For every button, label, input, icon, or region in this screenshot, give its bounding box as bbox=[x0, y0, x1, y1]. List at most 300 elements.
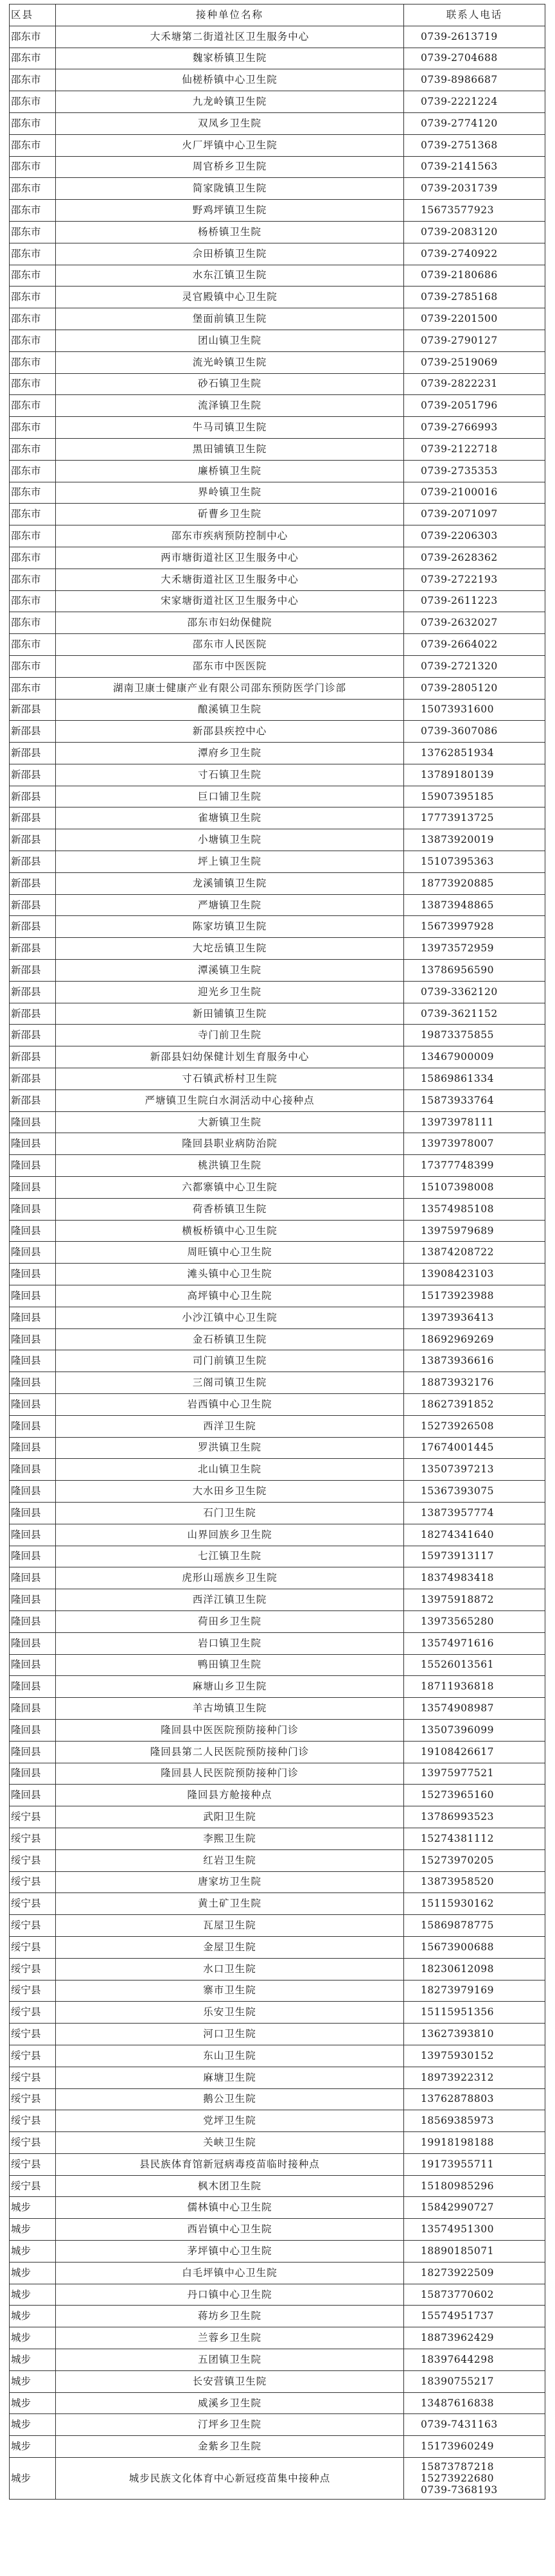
site-name-cell: 西岩镇中心卫生院 bbox=[56, 2219, 404, 2241]
phone-cell: 18773920885 bbox=[404, 872, 545, 894]
site-name-cell: 邵东市中医医院 bbox=[56, 655, 404, 677]
site-name-cell: 儒林镇中心卫生院 bbox=[56, 2197, 404, 2219]
county-cell: 隆回县 bbox=[10, 1372, 56, 1394]
table-row bbox=[10, 1806, 545, 1828]
table-row bbox=[10, 2045, 545, 2067]
site-name-cell: 灵官殿镇中心卫生院 bbox=[56, 287, 404, 308]
site-name-cell: 严塘镇卫生院 bbox=[56, 894, 404, 916]
site-name-cell: 寸石镇武桥村卫生院 bbox=[56, 1068, 404, 1090]
site-name-cell: 唐家坊卫生院 bbox=[56, 1871, 404, 1893]
phone-cell: 18230612098 bbox=[404, 1958, 545, 1980]
table-row bbox=[10, 2327, 545, 2349]
phone-cell: 18627391852 bbox=[404, 1394, 545, 1416]
county-cell: 隆回县 bbox=[10, 1632, 56, 1654]
table-row bbox=[10, 351, 545, 373]
table-row bbox=[10, 655, 545, 677]
phone-cell: 15073931600 bbox=[404, 699, 545, 721]
site-name-cell: 邵东市疾病预防控制中心 bbox=[56, 525, 404, 547]
table-row bbox=[10, 2110, 545, 2132]
phone-cell: 13873920019 bbox=[404, 829, 545, 851]
site-name-cell: 麻塘卫生院 bbox=[56, 2067, 404, 2088]
county-cell: 城步 bbox=[10, 2284, 56, 2306]
phone-cell: 15173923988 bbox=[404, 1285, 545, 1307]
phone-cell: 0739-2721320 bbox=[404, 655, 545, 677]
site-name-cell: 河口卫生院 bbox=[56, 2024, 404, 2045]
county-cell: 新邵县 bbox=[10, 699, 56, 721]
site-name-cell: 城步民族文化体育中心新冠疫苗集中接种点 bbox=[56, 2458, 404, 2500]
site-name-cell: 斫曹乡卫生院 bbox=[56, 504, 404, 525]
site-name-cell: 杨桥镇卫生院 bbox=[56, 221, 404, 243]
county-cell: 新邵县 bbox=[10, 1003, 56, 1025]
phone-cell: 15115930162 bbox=[404, 1893, 545, 1915]
county-cell: 邵东市 bbox=[10, 91, 56, 113]
site-name-cell: 荷香桥镇卫生院 bbox=[56, 1198, 404, 1220]
county-cell: 隆回县 bbox=[10, 1481, 56, 1503]
table-row bbox=[10, 699, 545, 721]
table-row bbox=[10, 112, 545, 134]
county-cell: 新邵县 bbox=[10, 960, 56, 982]
table-row bbox=[10, 569, 545, 590]
table-row bbox=[10, 178, 545, 200]
site-name-cell: 高坪镇中心卫生院 bbox=[56, 1285, 404, 1307]
site-name-cell: 廉桥镇卫生院 bbox=[56, 460, 404, 482]
site-name-cell: 兰蓉乡卫生院 bbox=[56, 2327, 404, 2349]
site-name-cell: 双凤乡卫生院 bbox=[56, 112, 404, 134]
table-row bbox=[10, 1915, 545, 1937]
site-name-cell: 团山镇卫生院 bbox=[56, 330, 404, 351]
county-cell: 隆回县 bbox=[10, 1264, 56, 1285]
phone-cell: 18890185071 bbox=[404, 2241, 545, 2263]
phone-cell: 15907395185 bbox=[404, 786, 545, 807]
table-row bbox=[10, 981, 545, 1003]
county-cell: 邵东市 bbox=[10, 26, 56, 48]
table-row bbox=[10, 2067, 545, 2088]
table-row bbox=[10, 417, 545, 439]
phone-cell: 0739-2740922 bbox=[404, 243, 545, 265]
phone-cell: 18973922312 bbox=[404, 2067, 545, 2088]
site-name-cell: 水东江镇卫生院 bbox=[56, 265, 404, 287]
phone-cell bbox=[404, 2458, 545, 2500]
county-cell: 新邵县 bbox=[10, 894, 56, 916]
table-row bbox=[10, 872, 545, 894]
county-cell: 邵东市 bbox=[10, 438, 56, 460]
county-cell: 邵东市 bbox=[10, 112, 56, 134]
table-row bbox=[10, 1307, 545, 1328]
county-cell: 城步 bbox=[10, 2370, 56, 2392]
table-row bbox=[10, 1893, 545, 1915]
table-row bbox=[10, 2197, 545, 2219]
site-name-cell: 六都寨镇中心卫生院 bbox=[56, 1177, 404, 1199]
table-row bbox=[10, 1220, 545, 1242]
site-name-cell: 九龙岭镇卫生院 bbox=[56, 91, 404, 113]
phone-cell: 15274381112 bbox=[404, 1828, 545, 1849]
county-cell: 邵东市 bbox=[10, 243, 56, 265]
header-row bbox=[10, 4, 545, 26]
county-cell: 邵东市 bbox=[10, 677, 56, 699]
county-cell: 绥宁县 bbox=[10, 2067, 56, 2088]
phone-cell: 18569385973 bbox=[404, 2110, 545, 2132]
county-cell: 新邵县 bbox=[10, 764, 56, 786]
table-row bbox=[10, 2262, 545, 2284]
phone-cell: 13873948865 bbox=[404, 894, 545, 916]
phone-cell: 15673900688 bbox=[404, 1936, 545, 1958]
site-name-cell: 隆回县中医医院预防接种门诊 bbox=[56, 1719, 404, 1741]
table-row bbox=[10, 916, 545, 938]
table-row bbox=[10, 525, 545, 547]
table-row bbox=[10, 547, 545, 569]
table-row bbox=[10, 1437, 545, 1459]
county-cell: 隆回县 bbox=[10, 1415, 56, 1437]
site-name-cell: 司门前镇卫生院 bbox=[56, 1350, 404, 1372]
table-row bbox=[10, 1828, 545, 1849]
table-row bbox=[10, 2349, 545, 2371]
table-row bbox=[10, 1741, 545, 1763]
table-row bbox=[10, 1567, 545, 1589]
site-name-cell: 虎形山瑶族乡卫生院 bbox=[56, 1567, 404, 1589]
county-cell: 城步 bbox=[10, 2219, 56, 2241]
table-row bbox=[10, 2414, 545, 2436]
county-cell: 绥宁县 bbox=[10, 1958, 56, 1980]
phone-cell: 17773913725 bbox=[404, 807, 545, 829]
site-name-cell: 长安营镇卫生院 bbox=[56, 2370, 404, 2392]
table-row bbox=[10, 1785, 545, 1806]
county-cell: 隆回县 bbox=[10, 1133, 56, 1155]
phone-cell: 0739-2221224 bbox=[404, 91, 545, 113]
county-cell: 绥宁县 bbox=[10, 1980, 56, 2002]
phone-cell: 0739-2051796 bbox=[404, 395, 545, 417]
table-row bbox=[10, 221, 545, 243]
county-cell: 邵东市 bbox=[10, 525, 56, 547]
site-name-cell: 流光岭镇卫生院 bbox=[56, 351, 404, 373]
phone-cell: 13789180139 bbox=[404, 764, 545, 786]
county-cell: 新邵县 bbox=[10, 872, 56, 894]
site-name-cell: 大坨岳镇卫生院 bbox=[56, 938, 404, 960]
phone-number: 15873787218 bbox=[421, 2461, 494, 2473]
site-name-cell: 金紫乡卫生院 bbox=[56, 2436, 404, 2458]
table-row bbox=[10, 1025, 545, 1046]
site-name-cell: 火厂坪镇中心卫生院 bbox=[56, 134, 404, 156]
county-cell: 城步 bbox=[10, 2392, 56, 2414]
phone-cell: 0739-2774120 bbox=[404, 112, 545, 134]
county-cell: 邵东市 bbox=[10, 373, 56, 395]
county-cell: 隆回县 bbox=[10, 1676, 56, 1698]
phone-cell: 0739-2611223 bbox=[404, 590, 545, 612]
county-cell: 隆回县 bbox=[10, 1524, 56, 1546]
phone-cell: 0739-3607086 bbox=[404, 721, 545, 743]
county-cell: 隆回县 bbox=[10, 1198, 56, 1220]
phone-cell: 0739-2071097 bbox=[404, 504, 545, 525]
county-cell: 城步 bbox=[10, 2327, 56, 2349]
table-row bbox=[10, 2024, 545, 2045]
table-row bbox=[10, 26, 545, 48]
county-cell: 绥宁县 bbox=[10, 1936, 56, 1958]
table-row bbox=[10, 91, 545, 113]
site-name-cell: 迎光乡卫生院 bbox=[56, 981, 404, 1003]
site-name-cell: 仙槎桥镇中心卫生院 bbox=[56, 69, 404, 91]
phone-cell: 0739-3621152 bbox=[404, 1003, 545, 1025]
table-row bbox=[10, 460, 545, 482]
site-name-cell: 红岩卫生院 bbox=[56, 1849, 404, 1871]
phone-cell: 0739-2083120 bbox=[404, 221, 545, 243]
phone-cell: 15574951737 bbox=[404, 2306, 545, 2327]
county-cell: 邵东市 bbox=[10, 308, 56, 330]
county-cell: 邵东市 bbox=[10, 156, 56, 178]
vaccination-sites-table bbox=[9, 4, 545, 2500]
phone-number: 0739-7368193 bbox=[421, 2484, 498, 2496]
phone-cell: 0739-2722193 bbox=[404, 569, 545, 590]
county-cell: 新邵县 bbox=[10, 743, 56, 764]
table-row bbox=[10, 1632, 545, 1654]
site-name-cell: 巨口铺卫生院 bbox=[56, 786, 404, 807]
phone-cell: 15367393075 bbox=[404, 1481, 545, 1503]
county-cell: 新邵县 bbox=[10, 1046, 56, 1068]
table-row bbox=[10, 2002, 545, 2024]
phone-cell: 13627393810 bbox=[404, 2024, 545, 2045]
phone-cell: 19108426617 bbox=[404, 1741, 545, 1763]
site-name-cell: 鹅公卫生院 bbox=[56, 2088, 404, 2110]
table-row bbox=[10, 1155, 545, 1177]
site-name-cell: 坪上镇卫生院 bbox=[56, 851, 404, 873]
phone-cell: 15173960249 bbox=[404, 2436, 545, 2458]
phone-cell: 15973913117 bbox=[404, 1546, 545, 1567]
county-cell: 绥宁县 bbox=[10, 1893, 56, 1915]
phone-cell: 13973978111 bbox=[404, 1111, 545, 1133]
site-name-cell: 七江镇卫生院 bbox=[56, 1546, 404, 1567]
county-cell: 城步 bbox=[10, 2349, 56, 2371]
phone-cell: 15107395363 bbox=[404, 851, 545, 873]
site-name-cell: 三阁司镇卫生院 bbox=[56, 1372, 404, 1394]
county-cell: 城步 bbox=[10, 2458, 56, 2500]
site-name-cell: 大水田乡卫生院 bbox=[56, 1481, 404, 1503]
table-row bbox=[10, 1763, 545, 1785]
phone-cell: 19873375855 bbox=[404, 1025, 545, 1046]
phone-cell: 18711936818 bbox=[404, 1676, 545, 1698]
site-name-cell: 简家陇镇卫生院 bbox=[56, 178, 404, 200]
site-name-cell: 邵东市人民医院 bbox=[56, 634, 404, 656]
county-cell: 隆回县 bbox=[10, 1220, 56, 1242]
phone-cell: 15869878775 bbox=[404, 1915, 545, 1937]
site-name-cell: 砂石镇卫生院 bbox=[56, 373, 404, 395]
county-cell: 新邵县 bbox=[10, 1090, 56, 1111]
site-name-cell: 罗洪镇卫生院 bbox=[56, 1437, 404, 1459]
phone-cell: 0739-3362120 bbox=[404, 981, 545, 1003]
phone-cell: 0739-2206303 bbox=[404, 525, 545, 547]
county-cell: 邵东市 bbox=[10, 265, 56, 287]
county-cell: 绥宁县 bbox=[10, 1806, 56, 1828]
site-name-cell: 丹口镇中心卫生院 bbox=[56, 2284, 404, 2306]
phone-cell: 18273922509 bbox=[404, 2262, 545, 2284]
county-cell: 邵东市 bbox=[10, 287, 56, 308]
county-cell: 邵东市 bbox=[10, 569, 56, 590]
site-name-cell: 五团镇卫生院 bbox=[56, 2349, 404, 2371]
table-row bbox=[10, 2175, 545, 2197]
table-row bbox=[10, 1372, 545, 1394]
table-row bbox=[10, 1958, 545, 1980]
phone-cell: 13973978007 bbox=[404, 1133, 545, 1155]
site-name-cell: 黄土矿卫生院 bbox=[56, 1893, 404, 1915]
phone-cell: 0739-2766993 bbox=[404, 417, 545, 439]
phone-cell: 0739-2632027 bbox=[404, 612, 545, 634]
phone-cell: 13975930152 bbox=[404, 2045, 545, 2067]
phone-cell: 13786956590 bbox=[404, 960, 545, 982]
phone-cell: 13762878803 bbox=[404, 2088, 545, 2110]
county-cell: 新邵县 bbox=[10, 851, 56, 873]
header-county: 区县 bbox=[10, 4, 56, 26]
phone-cell: 13973565280 bbox=[404, 1610, 545, 1632]
table-row bbox=[10, 1285, 545, 1307]
phone-cell: 15842990727 bbox=[404, 2197, 545, 2219]
site-name-cell: 威溪乡卫生院 bbox=[56, 2392, 404, 2414]
county-cell: 邵东市 bbox=[10, 417, 56, 439]
county-cell: 新邵县 bbox=[10, 829, 56, 851]
table-row bbox=[10, 504, 545, 525]
site-name-cell: 界岭镇卫生院 bbox=[56, 482, 404, 504]
phone-cell: 13507396099 bbox=[404, 1719, 545, 1741]
phone-cell: 0739-2805120 bbox=[404, 677, 545, 699]
site-name-cell: 李熙卫生院 bbox=[56, 1828, 404, 1849]
phone-cell: 13574985108 bbox=[404, 1198, 545, 1220]
county-cell: 绥宁县 bbox=[10, 2002, 56, 2024]
county-cell: 隆回县 bbox=[10, 1763, 56, 1785]
table-row bbox=[10, 1046, 545, 1068]
table-row bbox=[10, 2436, 545, 2458]
site-name-cell: 宋家塘街道社区卫生服务中心 bbox=[56, 590, 404, 612]
county-cell: 隆回县 bbox=[10, 1785, 56, 1806]
phone-cell: 13975977521 bbox=[404, 1763, 545, 1785]
table-row bbox=[10, 1610, 545, 1632]
table-row bbox=[10, 721, 545, 743]
table-row bbox=[10, 2219, 545, 2241]
site-name-cell: 县民族体育馆新冠病毒疫苗临时接种点 bbox=[56, 2153, 404, 2175]
county-cell: 城步 bbox=[10, 2197, 56, 2219]
county-cell: 隆回县 bbox=[10, 1698, 56, 1720]
table-row bbox=[10, 851, 545, 873]
phone-cell: 15273970205 bbox=[404, 1849, 545, 1871]
county-cell: 新邵县 bbox=[10, 807, 56, 829]
county-cell: 隆回县 bbox=[10, 1502, 56, 1524]
phone-cell: 0739-2141563 bbox=[404, 156, 545, 178]
phone-cell: 0739-2180686 bbox=[404, 265, 545, 287]
site-name-cell: 周旺镇中心卫生院 bbox=[56, 1242, 404, 1264]
site-name-cell: 枫木团卫生院 bbox=[56, 2175, 404, 2197]
county-cell: 隆回县 bbox=[10, 1610, 56, 1632]
phone-cell: 13975918872 bbox=[404, 1589, 545, 1611]
phone-cell: 0739-2790127 bbox=[404, 330, 545, 351]
phone-cell: 18390755217 bbox=[404, 2370, 545, 2392]
county-cell: 绥宁县 bbox=[10, 2132, 56, 2154]
table-row bbox=[10, 807, 545, 829]
county-cell: 绥宁县 bbox=[10, 1828, 56, 1849]
phone-cell: 0739-2822231 bbox=[404, 373, 545, 395]
table-row bbox=[10, 1524, 545, 1546]
site-name-cell: 乐安卫生院 bbox=[56, 2002, 404, 2024]
table-row bbox=[10, 2241, 545, 2263]
phone-cell: 0739-2628362 bbox=[404, 547, 545, 569]
county-cell: 绥宁县 bbox=[10, 1915, 56, 1937]
site-name-cell: 牛马司镇卫生院 bbox=[56, 417, 404, 439]
site-name-cell: 堡面前镇卫生院 bbox=[56, 308, 404, 330]
site-name-cell: 滩头镇中心卫生院 bbox=[56, 1264, 404, 1285]
table-row bbox=[10, 134, 545, 156]
phone-cell: 0739-2664022 bbox=[404, 634, 545, 656]
phone-cell: 17377748399 bbox=[404, 1155, 545, 1177]
phone-cell: 18274341640 bbox=[404, 1524, 545, 1546]
site-name-cell: 新邵县妇幼保健计划生育服务中心 bbox=[56, 1046, 404, 1068]
site-name-cell: 水口卫生院 bbox=[56, 1958, 404, 1980]
table-row bbox=[10, 395, 545, 417]
county-cell: 邵东市 bbox=[10, 221, 56, 243]
county-cell: 城步 bbox=[10, 2262, 56, 2284]
site-name-cell: 陈家坊镇卫生院 bbox=[56, 916, 404, 938]
county-cell: 城步 bbox=[10, 2241, 56, 2263]
phone-cell: 18692969269 bbox=[404, 1328, 545, 1350]
phone-number: 15273922680 bbox=[421, 2473, 494, 2485]
phone-cell: 13873957774 bbox=[404, 1502, 545, 1524]
table-row bbox=[10, 677, 545, 699]
county-cell: 邵东市 bbox=[10, 590, 56, 612]
site-name-cell: 岩西镇中心卫生院 bbox=[56, 1394, 404, 1416]
phone-cell: 13908423103 bbox=[404, 1264, 545, 1285]
vaccination-sites-sheet bbox=[9, 4, 545, 2500]
site-name-cell: 邵东市妇幼保健院 bbox=[56, 612, 404, 634]
site-name-cell: 茅坪镇中心卫生院 bbox=[56, 2241, 404, 2263]
phone-cell: 18397644298 bbox=[404, 2349, 545, 2371]
county-cell: 邵东市 bbox=[10, 634, 56, 656]
table-row bbox=[10, 1068, 545, 1090]
site-name-cell: 麻塘山乡卫生院 bbox=[56, 1676, 404, 1698]
county-cell: 绥宁县 bbox=[10, 2024, 56, 2045]
table-row bbox=[10, 1654, 545, 1676]
phone-cell: 15115951356 bbox=[404, 2002, 545, 2024]
county-cell: 绥宁县 bbox=[10, 1849, 56, 1871]
site-name-cell: 武阳卫生院 bbox=[56, 1806, 404, 1828]
phone-cell: 13975979689 bbox=[404, 1220, 545, 1242]
site-name-cell: 岩口镇卫生院 bbox=[56, 1632, 404, 1654]
table-row bbox=[10, 1980, 545, 2002]
county-cell: 隆回县 bbox=[10, 1437, 56, 1459]
site-name-cell: 白毛坪镇中心卫生院 bbox=[56, 2262, 404, 2284]
phone-cell: 13574951300 bbox=[404, 2219, 545, 2241]
phone-cell: 13574908987 bbox=[404, 1698, 545, 1720]
site-name-cell: 潭府乡卫生院 bbox=[56, 743, 404, 764]
site-name-cell: 寺门前卫生院 bbox=[56, 1025, 404, 1046]
site-name-cell: 龙溪铺镇卫生院 bbox=[56, 872, 404, 894]
table-row bbox=[10, 829, 545, 851]
table-row bbox=[10, 1264, 545, 1285]
table-row bbox=[10, 612, 545, 634]
phone-cell: 0739-7431163 bbox=[404, 2414, 545, 2436]
phone-cell: 0739-2785168 bbox=[404, 287, 545, 308]
table-row bbox=[10, 2132, 545, 2154]
table-row bbox=[10, 1676, 545, 1698]
county-cell: 城步 bbox=[10, 2306, 56, 2327]
site-name-cell: 横板桥镇中心卫生院 bbox=[56, 1220, 404, 1242]
county-cell: 绥宁县 bbox=[10, 2175, 56, 2197]
table-row bbox=[10, 1546, 545, 1567]
phone-cell: 15873933764 bbox=[404, 1090, 545, 1111]
site-name-cell: 党坪卫生院 bbox=[56, 2110, 404, 2132]
county-cell: 邵东市 bbox=[10, 48, 56, 69]
site-name-cell: 金屋卫生院 bbox=[56, 1936, 404, 1958]
site-name-cell: 东山卫生院 bbox=[56, 2045, 404, 2067]
phone-cell: 0739-2751368 bbox=[404, 134, 545, 156]
county-cell: 绥宁县 bbox=[10, 2110, 56, 2132]
table-row bbox=[10, 2306, 545, 2327]
table-row bbox=[10, 265, 545, 287]
site-name-cell: 羊古坳镇卫生院 bbox=[56, 1698, 404, 1720]
phone-cell: 0739-8986687 bbox=[404, 69, 545, 91]
table-row bbox=[10, 938, 545, 960]
